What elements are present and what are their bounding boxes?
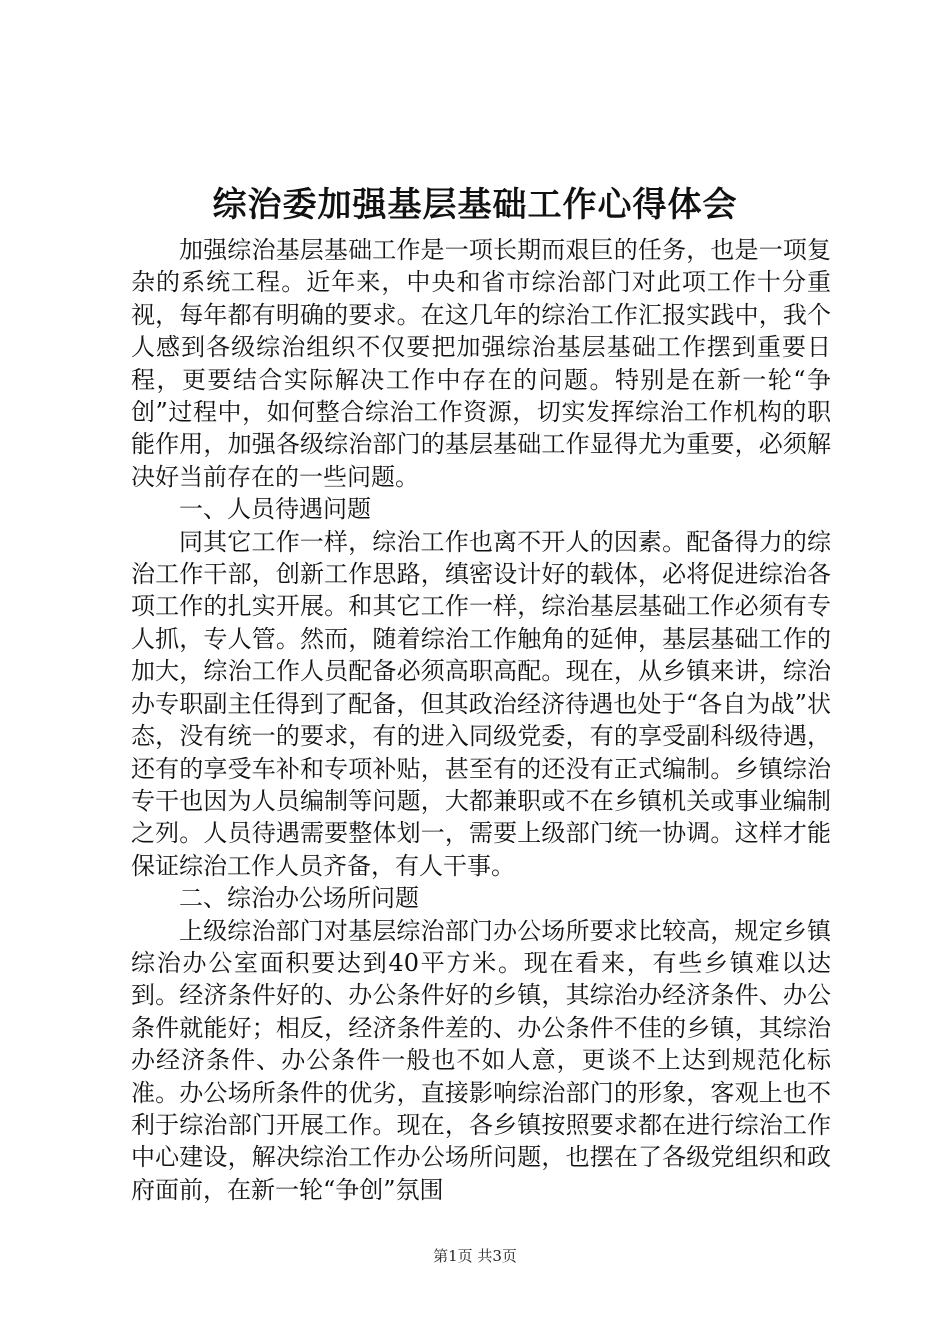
paragraph-intro: 加强综治基层基础工作是一项长期而艰巨的任务，也是一项复杂的系统工程。近年来，中央和省市综治部门对此项工作十分重视，每年都有明确的要求。在这几年的综治工作汇报实践中，我个人感到各级综治组织不仅要把加强综治基层基础工作摆到重要日程，更要结合实际解决工作中存在的问题。特别是在新一轮“争创”过程中，如何整合综治工作资源，切实发挥综治工作机构的职能作用，加强各级综治部门的基层基础工作显得尤为重要，必须解决好当前存在的一些问题。 <box>131 236 831 491</box>
paragraph-personnel: 同其它工作一样，综治工作也离不开人的因素。配备得力的综治工作干部，创新工作思路，缜密设计好的载体，必将促进综治各项工作的扎实开展。和其它工作一样，综治基层基础工作必须有专人抓，专人管。然而，随着综治工作触角的延伸，基层基础工作的加大，综治工作人员配备必须高职高配。现在，从乡镇来讲，综治办专职副主任得到了配备，但其政治经济待遇也处于“各自为战”状态，没有统一的要求，有的进入同级党委，有的享受副科级待遇，还有的享受车补和专项补贴，甚至有的还没有正式编制。乡镇综治专干也因为人员编制等问题，大都兼职或不在乡镇机关或事业编制之列。人员待遇需要整体划一，需要上级部门统一协调。这样才能保证综治工作人员齐备，有人干事。 <box>131 527 831 880</box>
document-body <box>131 234 831 1206</box>
page-number-footer: 第1页 共3页 <box>433 1247 517 1265</box>
section-heading-office-space: 二、综治办公场所问题 <box>179 884 419 913</box>
section-heading-personnel: 一、人员待遇问题 <box>179 495 371 524</box>
document-title: 综治委加强基层基础工作心得体会 <box>212 185 738 225</box>
paragraph-office-space: 上级综治部门对基层综治部门办公场所要求比较高，规定乡镇综治办公室面积要达到40平方米。现在看来，有些乡镇难以达到。经济条件好的、办公条件好的乡镇，其综治办经济条件、办公条件就能好；相反，经济条件差的、办公条件不佳的乡镇，其综治办经济条件、办公条件一般也不如人意，更谈不上达到规范化标准。办公场所条件的优劣，直接影响综治部门的形象，客观上也不利于综治部门开展工作。现在，各乡镇按照要求都在进行综治工作中心建设，解决综治工作办公场所问题，也摆在了各级党组织和政府面前，在新一轮“争创”氛围 <box>131 916 831 1204</box>
